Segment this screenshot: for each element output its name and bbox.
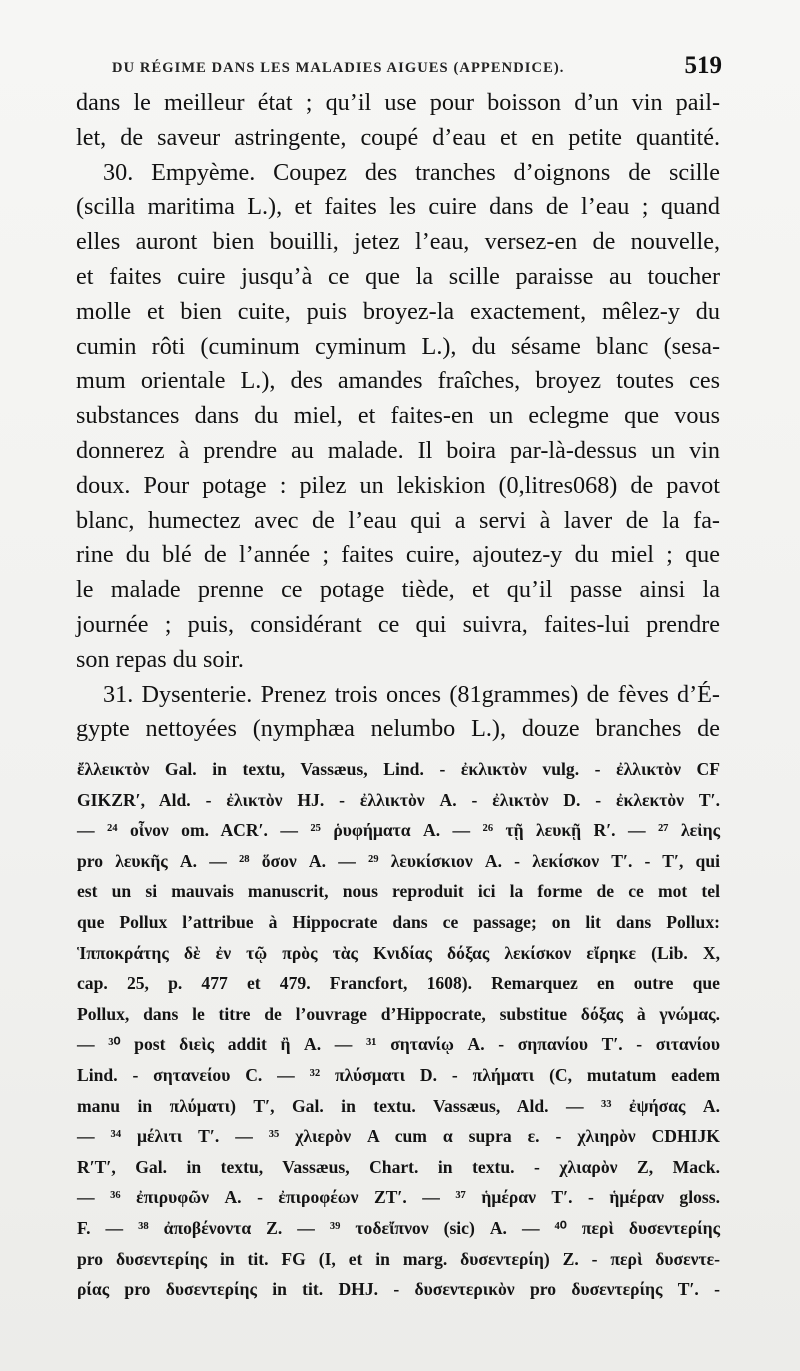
footnote-line: est un si mauvais manuscrit, nous reproduit ici la forme de ce mot tel [77, 881, 720, 902]
footnote-line: GIKZR′, Ald. - ἐλικτὸν HJ. - ἐλλικτὸν A. - ἐλικτὸν D. - ἐκλεκτὸν T′. [77, 789, 720, 810]
running-title: DU RÉGIME DANS LES MALADIES AIGUES (APPENDICE). [112, 60, 565, 76]
body-line: 31. Dysenterie. Prenez trois onces (81grammes) de fèves d’É- [103, 680, 720, 708]
footnote-line: ρίας pro δυσεντερίης in tit. DHJ. - δυσεντερικὸν pro δυσεντερίης T′. - [77, 1279, 720, 1300]
page-number: 519 [684, 52, 722, 79]
body-line: rine du blé de l’année ; faites cuire, ajoutez-y du miel ; que [76, 541, 720, 569]
body-line: cumin rôti (cuminum cyminum L.), du sésame blanc (sesa- [76, 332, 720, 360]
body-line: gypte nettoyées (nymphæa nelumbo L.), douze branches de [76, 715, 720, 743]
footnote-line: — ³⁴ μέλιτι T′. — ³⁵ χλιερὸν A cum α supra ε. - χλιηρὸν CDHIJK [77, 1126, 720, 1147]
body-line: et faites cuire jusqu’à ce que la scille paraisse au toucher [76, 262, 720, 290]
page-header [112, 52, 722, 86]
footnote-line: — ²⁴ οἶνον om. ACR′. — ²⁵ ῥυφήματα A. — ²⁶ τῇ λευκῇ R′. — ²⁷ λεἰης [77, 820, 720, 841]
body-line: blanc, humectez avec de l’eau qui a servi à laver de la fa- [76, 506, 720, 534]
footnote-line: Lind. - σηταvείου C. — ³² πλύσματι D. - πλήματι (C, mutatum eadem [77, 1064, 720, 1085]
body-line: (scilla maritima L.), et faites les cuire dans de l’eau ; quand [76, 193, 720, 221]
body-line: 30. Empyème. Coupez des tranches d’oignons de scille [103, 158, 720, 186]
body-line: son repas du soir. [76, 645, 244, 673]
footnote-line: pro λευκῆς A. — ²⁸ ὅσον A. — ²⁹ λευκίσκιον A. - λεκίσκον T′. - T′, qui [77, 850, 720, 871]
body-line: journée ; puis, considérant ce qui suivra, faites-lui prendre [76, 610, 720, 638]
footnotes [77, 754, 720, 1305]
footnote-line: pro δυσεντερίης in tit. FG (I, et in marg. δυσεντερίη) Z. - περὶ δυσεντε- [77, 1248, 720, 1269]
body-line: le malade prenne ce potage tiède, et qu’il passe ainsi la [76, 576, 720, 604]
footnote-line: — ³⁶ ἐπιρυφῶν A. - ἐπιροφέων ZT′. — ³⁷ ἡμέραν T′. - ἡμέραν gloss. [77, 1187, 720, 1208]
body-line: substances dans du miel, et faites-en un eclegme que vous [76, 402, 720, 430]
body-line: elles auront bien bouilli, jetez l’eau, versez-en de nouvelle, [76, 228, 720, 256]
footnote-line: F. — ³⁸ ἀποβένοντα Z. — ³⁹ τοδεἴπνον (sic) A. — ⁴⁰ περὶ δυσεντερίης [77, 1217, 720, 1238]
footnote-line: ἔλλεικτὸν Gal. in textu, Vassæus, Lind. - ἐκλικτὸν vulg. - ἐλλικτὸν CF [77, 759, 720, 779]
footnote-line: manu in πλύματι) T′, Gal. in textu. Vassæus, Ald. — ³³ ἐψήσας A. [77, 1095, 720, 1116]
main-text [76, 86, 720, 747]
footnote-line: — ³⁰ post διεὶς addit ἢ A. — ³¹ σητανίῳ A. - σηπανίου T′. - σιτανίου [77, 1034, 720, 1055]
body-line: mum orientale L.), des amandes fraîches, broyez toutes ces [76, 367, 720, 395]
body-line: donnerez à prendre au malade. Il boira par-là-dessus un vin [76, 436, 720, 464]
footnote-line: Ἱπποκράτης δὲ ἐν τῷ πρὸς τὰς Κνιδίας δόξας λεκίσκον εἴρηκε (Lib. X, [77, 942, 720, 963]
footnote-line: R′T′, Gal. in textu, Vassæus, Chart. in textu. - χλιαρὸν Z, Mack. [77, 1156, 720, 1177]
body-line: doux. Pour potage : pilez un lekiskion (0,litres068) de pavot [76, 471, 720, 499]
body-line: molle et bien cuite, puis broyez-la exactement, mêlez-y du [76, 297, 720, 325]
footnote-line: que Pollux l’attribue à Hippocrate dans ce passage; on lit dans Pollux: [77, 911, 720, 932]
body-line: dans le meilleur état ; qu’il use pour boisson d’un vin pail- [76, 89, 720, 116]
footnote-line: cap. 25, p. 477 et 479. Francfort, 1608). Remarquez en outre que [77, 973, 720, 994]
body-line: let, de saveur astringente, coupé d’eau et en petite quantité. [76, 123, 720, 151]
footnote-line: Pollux, dans le titre de l’ouvrage d’Hippocrate, substitue δόξας à γνώμας. [77, 1003, 720, 1024]
